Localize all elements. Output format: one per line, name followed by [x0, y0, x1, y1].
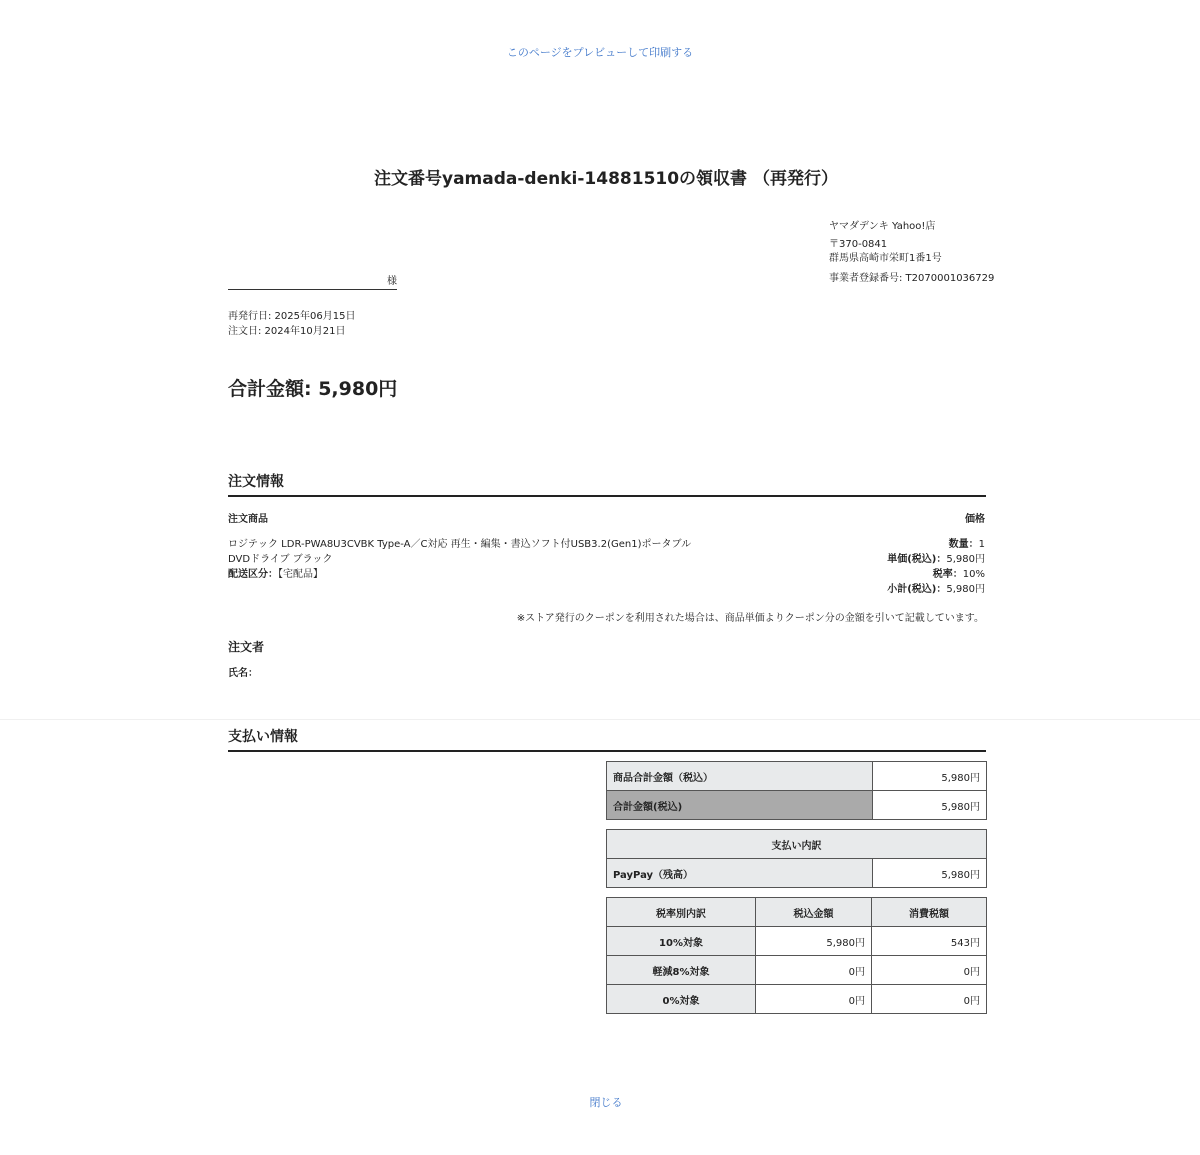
close-link[interactable]: 閉じる [589, 1096, 623, 1109]
orderer-title: 注文者 [228, 640, 265, 654]
orderer-name-label: 氏名： [228, 668, 258, 679]
order-date: 注文日: 2024年10月21日 [228, 326, 346, 337]
addressee-suffix: 様 [387, 276, 397, 287]
summary-value: 5,980円 [873, 791, 987, 820]
product-details [228, 537, 691, 582]
table-row [607, 985, 987, 1014]
coupon-note: ※ストア発行のクーポンを利用された場合は、商品単価よりクーポン分の金額を引いて記載しています。 [516, 613, 984, 624]
store-info [829, 220, 994, 286]
store-address: 群馬県高崎市栄町1番1号 [829, 253, 942, 264]
table-row [607, 927, 987, 956]
breakdown-value: 5,980円 [873, 859, 987, 888]
table-row [607, 956, 987, 985]
col-price-header: 価格 [965, 514, 985, 525]
payment-info-title: 支払い情報 [228, 726, 986, 752]
payment-summary-table [606, 761, 987, 820]
reissue-date: 再発行日: 2025年06月15日 [228, 311, 356, 322]
store-name: ヤマダデンキ Yahoo!店 [829, 221, 936, 232]
total-amount-heading: 合計金額: 5,980円 [228, 378, 398, 400]
quantity: 数量：1 [948, 539, 985, 550]
table-row [607, 830, 987, 859]
dates-block [228, 309, 355, 339]
tax-header: 税率別内訳 [607, 898, 756, 927]
payment-breakdown-table [606, 829, 987, 888]
summary-label: 合計金額(税込) [607, 791, 873, 820]
col-product-header: 注文商品 [228, 514, 268, 525]
breakdown-label: PayPay（残高） [607, 859, 873, 888]
tax-header: 税込金額 [756, 898, 872, 927]
table-row [607, 859, 987, 888]
tax-row-tax: 0円 [872, 985, 987, 1014]
subtotal: 小計(税込)：5,980円 [887, 584, 985, 595]
tax-rate: 税率：10% [932, 569, 985, 580]
summary-value: 5,980円 [873, 762, 987, 791]
breakdown-title: 支払い内訳 [607, 830, 987, 859]
order-info-title: 注文情報 [228, 471, 986, 497]
summary-label: 商品合計金額（税込） [607, 762, 873, 791]
tax-row-tax: 543円 [872, 927, 987, 956]
table-row [607, 762, 987, 791]
tax-row-amount: 5,980円 [756, 927, 872, 956]
addressee-line [228, 272, 397, 290]
tax-row-label: 軽減8%対象 [607, 956, 756, 985]
tax-header: 消費税額 [872, 898, 987, 927]
price-details [887, 537, 985, 597]
product-name-line2: DVDドライブ ブラック [228, 554, 333, 565]
product-name-line1: ロジテック LDR-PWA8U3CVBK Type-A／C対応 再生・編集・書込ソフト付USB3.2(Gen1)ポータブル [228, 539, 692, 550]
tax-row-label: 10%対象 [607, 927, 756, 956]
table-row [607, 898, 987, 927]
unit-price: 単価(税込)：5,980円 [887, 554, 985, 565]
tax-row-tax: 0円 [872, 956, 987, 985]
tax-row-label: 0%対象 [607, 985, 756, 1014]
page-title: 注文番号yamada-denki-14881510の領収書 （再発行） [374, 169, 838, 189]
divider [0, 719, 1200, 720]
shipping-type: 配送区分：【宅配品】 [228, 569, 323, 580]
store-postal: 〒370-0841 [829, 239, 888, 250]
tax-row-amount: 0円 [756, 956, 872, 985]
store-registration: 事業者登録番号: T2070001036729 [829, 273, 995, 284]
tax-breakdown-table [606, 897, 987, 1014]
print-preview-link[interactable]: このページをプレビューして印刷する [506, 46, 694, 59]
table-row [607, 791, 987, 820]
tax-row-amount: 0円 [756, 985, 872, 1014]
